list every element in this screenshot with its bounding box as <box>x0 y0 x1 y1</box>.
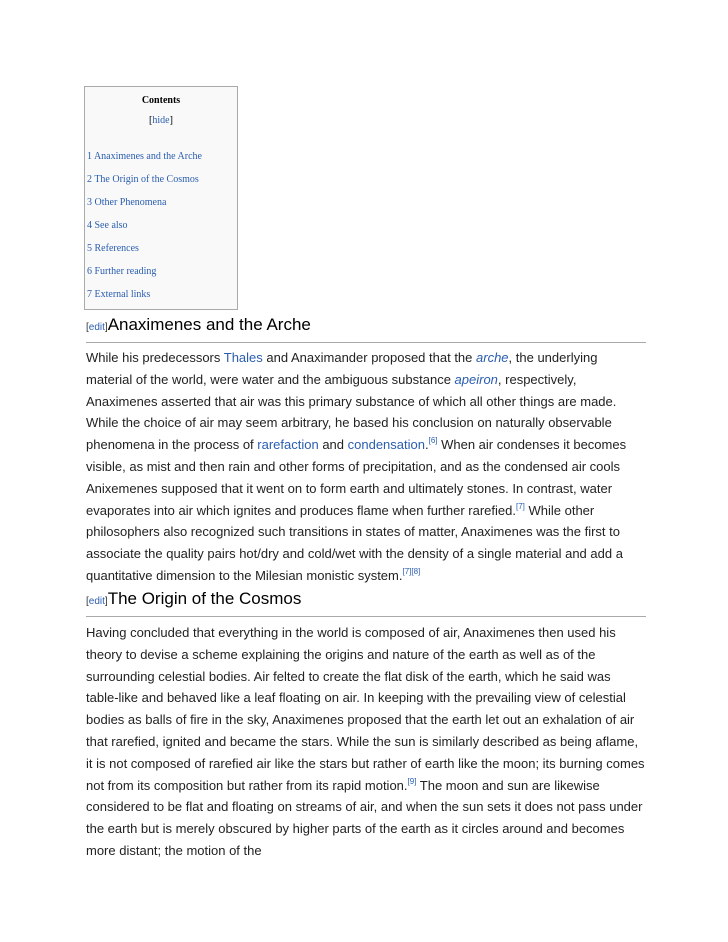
toc-list <box>85 150 202 311</box>
paragraph-anaximenes-arche: While his predecessors Thales and Anaximander proposed that the arche, the underlying material of the world, were water and the ambiguous substance apeiron, respectively, Anaximenes asserted that air was this primary substance of which all other things are made. While the choice of air may seem arbitrary, he based his conclusion on naturally observable phenomena in the process of rarefaction and condensation.[6] When air condenses it becomes visible, as mist and then rain and other forms of precipitation, and as the condensed air cools Anixemenes supposed that it went on to form earth and ultimately stones. In contrast, water evaporates into air which ignites and produces flame when further rarefied.[7] While other philosophers also recognized such transitions in states of matter, Anaximenes was the first to associate the quality pairs hot/dry and cold/wet with the density of a single material and add a quantitative dimension to the Milesian monistic system.[7][8] <box>86 350 627 583</box>
toc-hide-control: [hide] <box>149 115 173 126</box>
table-of-contents <box>84 86 238 310</box>
footnote-ref[interactable]: [7][8] <box>402 566 421 576</box>
paragraph-origin-cosmos: Having concluded that everything in the world is composed of air, Anaximenes then used his theory to devise a scheme explaining the origins and nature of the earth as well as of the surrounding celestial bodies. Air felted to create the flat disk of the earth, which he said was table-like and behaved like a leaf floating on air. In keeping with the prevailing view of celestial bodies as balls of fire in the sky, Anaximenes proposed that the earth let out an exhalation of air that rarefied, ignited and became the stars. While the sun is similarly described as being aflame, it is not composed of rarefied air like the stars but rather of earth like the moon; its burning comes not from its composition but rather from its rapid motion.[9] The moon and sun are likewise considered to be flat and floating on streams of air, and when the sun sets it does not pass under the earth but is merely obscured by higher parts of the earth as it circles around and becomes more distant; the motion of the <box>86 625 645 858</box>
link-arche[interactable]: arche <box>476 350 509 365</box>
section-heading-anaximenes-arche <box>86 314 646 343</box>
link-thales[interactable]: Thales <box>223 350 263 365</box>
footnote-ref[interactable]: [9] <box>407 776 417 786</box>
toc-item[interactable]: 3 Other Phenomena <box>87 197 167 208</box>
link-apeiron[interactable]: apeiron <box>454 371 498 387</box>
toc-item[interactable]: 1 Anaximenes and the Arche <box>87 151 202 162</box>
section-title: The Origin of the Cosmos <box>107 589 302 608</box>
section-title: Anaximenes and the Arche <box>107 315 311 334</box>
toc-hide-link[interactable]: hide <box>152 115 170 126</box>
edit-section-link: [edit] <box>86 596 108 607</box>
footnote-ref[interactable]: [6] <box>428 436 438 446</box>
toc-title: Contents <box>141 95 181 106</box>
footnote-ref[interactable]: [7] <box>515 501 525 511</box>
toc-item[interactable]: 2 The Origin of the Cosmos <box>87 174 199 185</box>
edit-section-link: [edit] <box>86 322 108 333</box>
link-rarefaction[interactable]: rarefaction <box>257 437 319 453</box>
toc-item[interactable]: 7 External links <box>87 289 151 300</box>
edit-link[interactable]: edit <box>88 596 105 607</box>
toc-item[interactable]: 4 See also <box>87 220 128 231</box>
toc-item[interactable]: 6 Further reading <box>87 266 157 277</box>
edit-link[interactable]: edit <box>88 322 105 333</box>
link-condensation[interactable]: condensation <box>347 437 425 453</box>
toc-item[interactable]: 5 References <box>87 243 139 254</box>
section-heading-origin-cosmos <box>86 588 646 617</box>
